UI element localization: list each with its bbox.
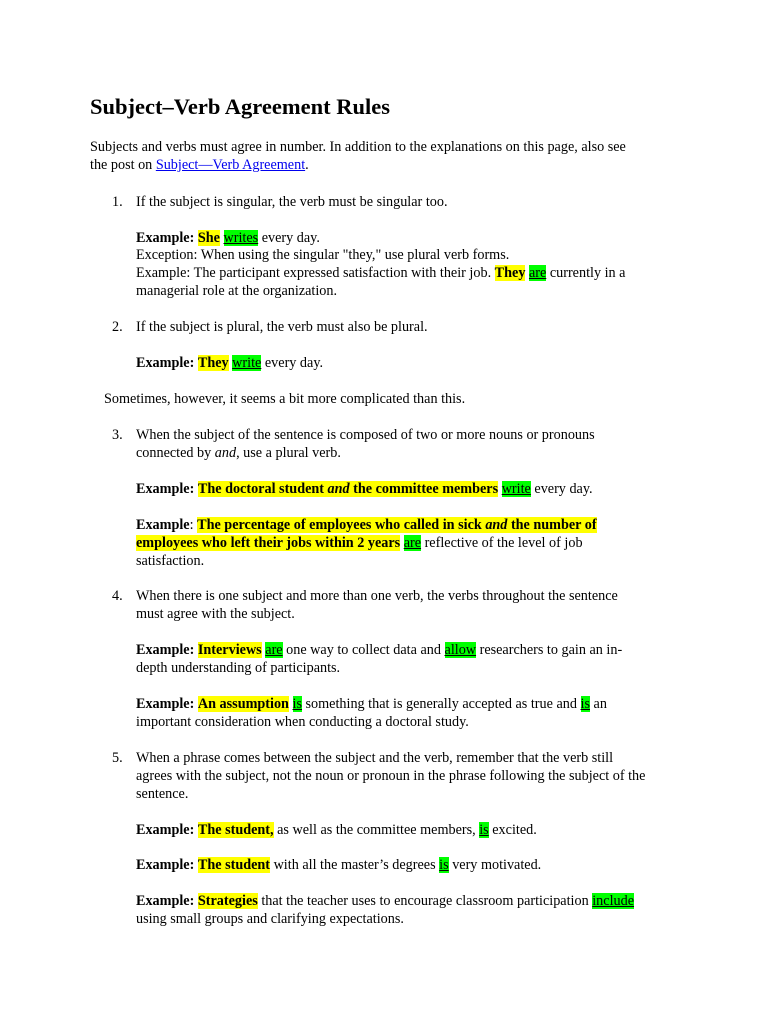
example-3b-line-2 bbox=[136, 534, 583, 552]
example-rest: very motivated. bbox=[448, 857, 542, 873]
example-4a-line-2: depth understanding of participants. bbox=[136, 660, 341, 676]
subject-highlight bbox=[197, 517, 596, 533]
rule-1-text: If the subject is singular, the verb must be singular too. bbox=[136, 194, 448, 210]
example-1-second-line-2: managerial role at the organization. bbox=[136, 283, 338, 299]
subject-highlight bbox=[198, 481, 498, 497]
verb-highlight: write bbox=[501, 481, 531, 497]
rule-5-text-line-1: When a phrase comes between the subject and the verb, remember that the verb still bbox=[136, 750, 614, 766]
verb-highlight: is bbox=[580, 696, 590, 712]
subject-part-2: the committee members bbox=[349, 481, 499, 497]
example-rest: reflective of the level of job bbox=[421, 535, 583, 551]
rule-4-number: 4. bbox=[112, 588, 123, 604]
interlude-text: Sometimes, however, it seems a bit more complicated than this. bbox=[104, 391, 466, 407]
subject-verb-agreement-link[interactable]: Subject—Verb Agreement bbox=[155, 157, 306, 173]
intro-suffix: . bbox=[305, 157, 309, 173]
example-rest: every day. bbox=[261, 355, 324, 371]
verb-highlight: include bbox=[592, 893, 634, 909]
verb-highlight: writes bbox=[223, 230, 259, 246]
subject-highlight: An assumption bbox=[197, 696, 289, 712]
example-3b-line-1 bbox=[136, 516, 597, 534]
example-3b-line-3: satisfaction. bbox=[136, 553, 205, 569]
subject-highlight: Interviews bbox=[197, 642, 262, 658]
example-4b-line-2: important consideration when conducting a doctoral study. bbox=[136, 714, 469, 730]
example-middle: as well as the committee members, bbox=[273, 822, 480, 838]
example-label: Example: bbox=[136, 230, 195, 246]
rule-5-text-line-3: sentence. bbox=[136, 786, 189, 802]
rule-3-text-line-1: When the subject of the sentence is composed of two or more nouns or pronouns bbox=[136, 427, 595, 443]
rule-3-prefix: connected by bbox=[136, 445, 215, 461]
rule-1-number: 1. bbox=[112, 194, 123, 210]
example-middle: one way to collect data and bbox=[282, 642, 445, 658]
rule-4-text-line-2: must agree with the subject. bbox=[136, 606, 295, 622]
rule-2-number: 2. bbox=[112, 319, 123, 335]
verb-highlight: are bbox=[403, 535, 422, 551]
subject-highlight: employees who left their jobs within 2 years bbox=[136, 535, 401, 551]
example-1-second bbox=[136, 264, 625, 282]
rule-3-and: and bbox=[214, 445, 237, 461]
verb-highlight: write bbox=[232, 355, 262, 371]
rule-5-number: 5. bbox=[112, 750, 123, 766]
example-rest: every day. bbox=[258, 230, 320, 246]
example-1 bbox=[136, 229, 320, 247]
verb-highlight: allow bbox=[444, 642, 477, 658]
subject-part-1: The percentage of employees who called in sick bbox=[197, 517, 486, 533]
rule-3-text-line-2 bbox=[136, 444, 341, 462]
page-title: Subject–Verb Agreement Rules bbox=[90, 94, 390, 119]
subject-part-1: The doctoral student bbox=[197, 481, 328, 497]
example-label: Example: bbox=[136, 857, 195, 873]
rule-3-suffix: , use a plural verb. bbox=[236, 445, 341, 461]
rule-2-text: If the subject is plural, the verb must also be plural. bbox=[136, 319, 428, 335]
subject-highlight: She bbox=[197, 230, 220, 246]
example-suffix: currently in a bbox=[546, 265, 626, 281]
example-rest: excited. bbox=[488, 822, 537, 838]
subject-highlight: They bbox=[197, 355, 229, 371]
rule-3-number: 3. bbox=[112, 427, 123, 443]
verb-highlight: are bbox=[265, 642, 283, 658]
intro-line-1: Subjects and verbs must agree in number. In addition to the explanations on this page, also see bbox=[90, 139, 626, 155]
subject-highlight: Strategies bbox=[197, 893, 258, 909]
example-3a bbox=[136, 480, 593, 498]
example-label: Example: bbox=[136, 642, 195, 658]
example-rest: researchers to gain an in- bbox=[476, 642, 623, 658]
example-rest: an bbox=[589, 696, 607, 712]
intro-line-2 bbox=[90, 156, 309, 174]
subject-highlight: The student, bbox=[197, 822, 274, 838]
verb-highlight: are bbox=[528, 265, 547, 281]
example-label: Example: bbox=[136, 481, 195, 497]
rule-4-text-line-1: When there is one subject and more than one verb, the verbs throughout the sentence bbox=[136, 588, 618, 604]
example-1-exception: Exception: When using the singular "they," use plural verb forms. bbox=[136, 247, 510, 263]
subject-highlight: The student bbox=[197, 857, 271, 873]
verb-highlight: is bbox=[292, 696, 302, 712]
subject-part-2: the number of bbox=[507, 517, 597, 533]
example-middle: something that is generally accepted as true and bbox=[301, 696, 581, 712]
subject-highlight: They bbox=[494, 265, 526, 281]
rule-5-text-line-2: agrees with the subject, not the noun or pronoun in the phrase following the subject of the bbox=[136, 768, 646, 784]
example-rest: every day. bbox=[530, 481, 593, 497]
verb-highlight: is bbox=[479, 822, 489, 838]
example-2 bbox=[136, 354, 323, 372]
example-label: Example bbox=[136, 517, 190, 533]
example-colon: : bbox=[189, 517, 198, 533]
example-5c-line-2: using small groups and clarifying expectations. bbox=[136, 911, 404, 927]
example-4a-line-1 bbox=[136, 641, 622, 659]
verb-highlight: is bbox=[439, 857, 449, 873]
example-label: Example: bbox=[136, 355, 195, 371]
example-4b-line-1 bbox=[136, 695, 607, 713]
example-prefix: Example: The participant expressed satisfaction with their job. bbox=[136, 265, 495, 281]
example-5b bbox=[136, 856, 541, 874]
example-5a bbox=[136, 821, 537, 839]
subject-and: and bbox=[485, 517, 508, 533]
subject-and: and bbox=[327, 481, 350, 497]
example-middle: that the teacher uses to encourage classroom participation bbox=[257, 893, 593, 909]
example-5c-line-1 bbox=[136, 892, 634, 910]
example-label: Example: bbox=[136, 893, 195, 909]
intro-prefix: the post on bbox=[90, 157, 156, 173]
example-label: Example: bbox=[136, 822, 195, 838]
example-middle: with all the master’s degrees bbox=[270, 857, 440, 873]
example-label: Example: bbox=[136, 696, 195, 712]
